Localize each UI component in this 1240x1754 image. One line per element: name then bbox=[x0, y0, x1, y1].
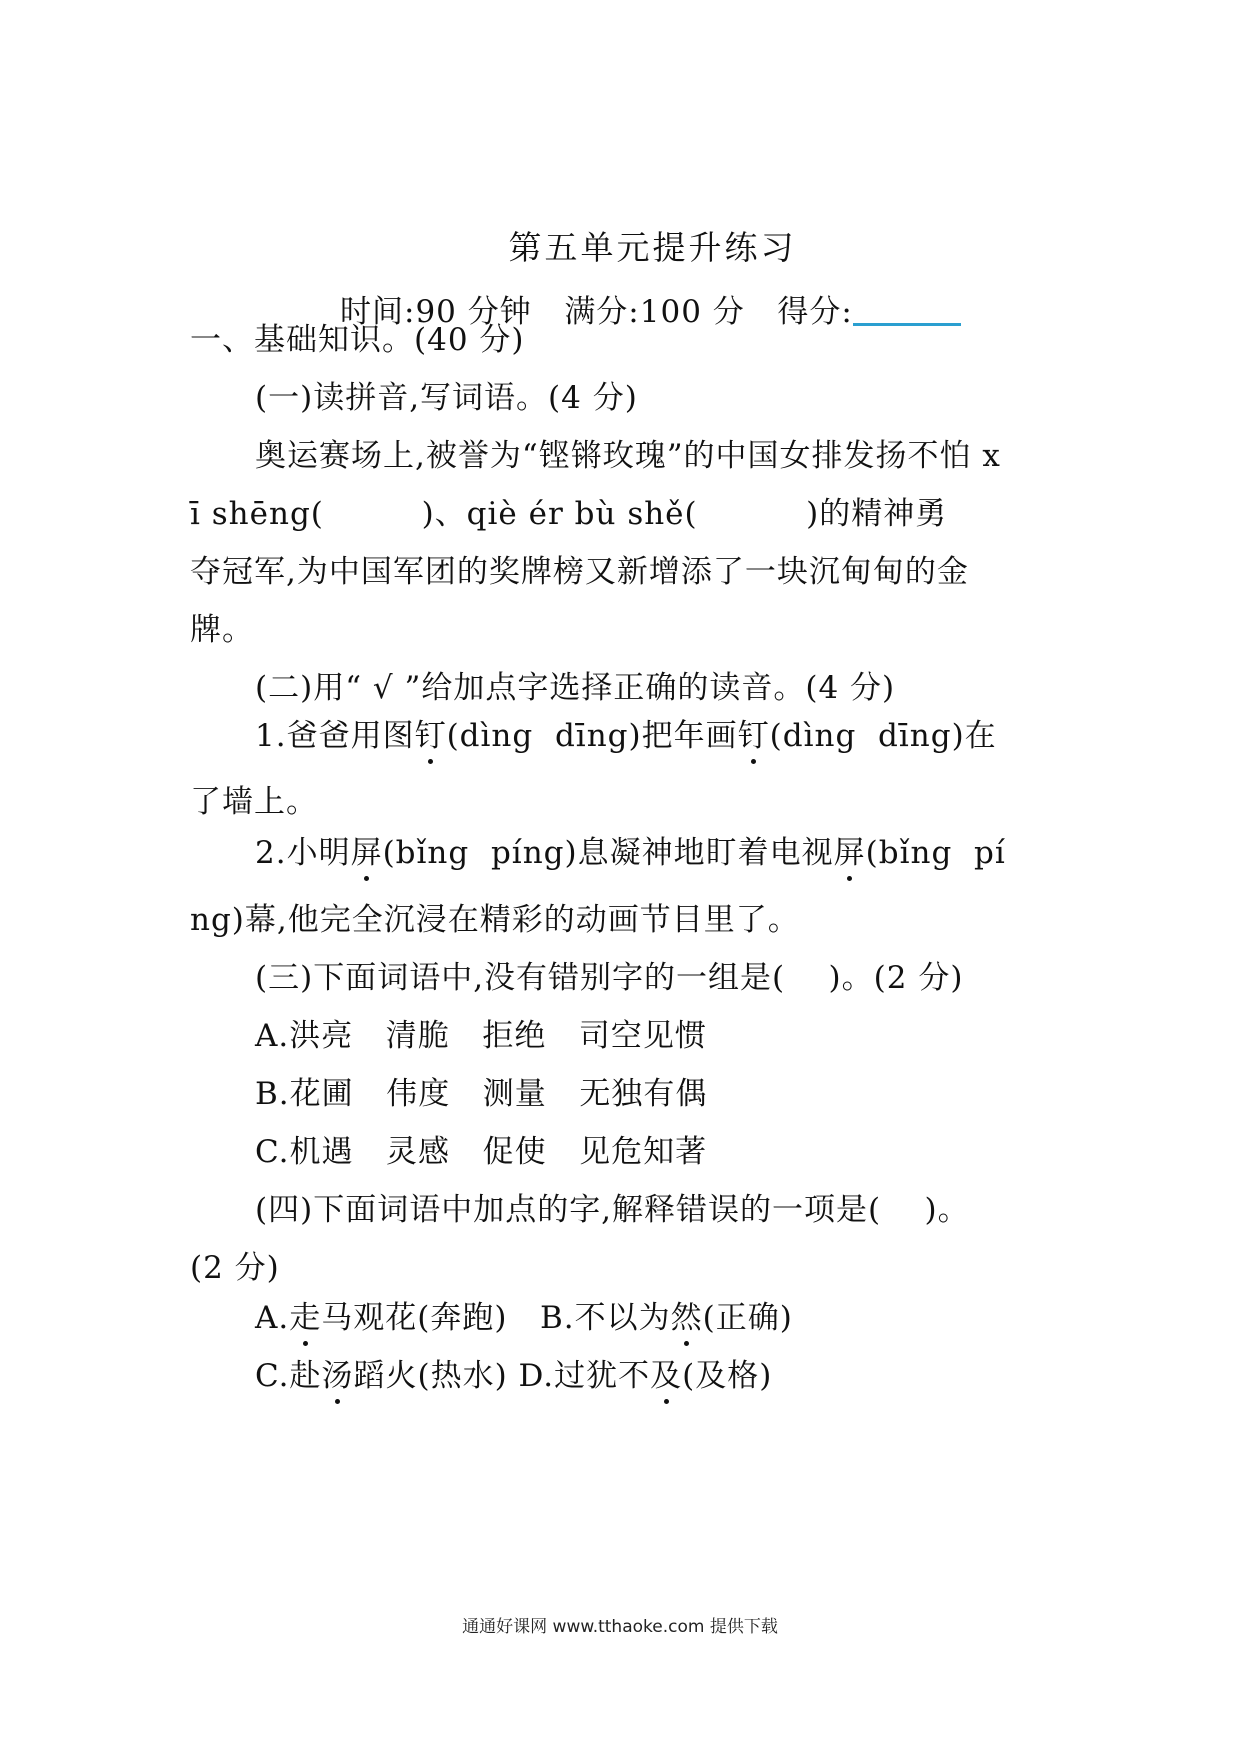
full-score: 满分:100 分 bbox=[564, 294, 745, 330]
page-title: 第五单元提升练习 bbox=[508, 228, 797, 267]
section-heading: 一、基础知识。(40 分) bbox=[190, 322, 525, 358]
question-text: ī shēng( )、qiè ér bù shě( )的精神勇 bbox=[190, 496, 948, 532]
sentence-text: 2.小明 bbox=[255, 835, 351, 871]
sentence-text: (bǐng píng)息凝神地盯着电视 bbox=[382, 835, 834, 871]
options-cd bbox=[255, 1356, 772, 1396]
question-sentence bbox=[255, 833, 1006, 873]
time-limit: 时间:90 分钟 bbox=[340, 294, 532, 330]
option-text: (及格) bbox=[682, 1358, 773, 1394]
question-text: ng)幕,他完全沉浸在精彩的动画节目里了。 bbox=[190, 902, 800, 938]
question-score: (2 分) bbox=[190, 1250, 280, 1286]
question-text: 夺冠军,为中国军团的奖牌榜又新增添了一块沉甸甸的金 bbox=[190, 554, 969, 590]
dotted-char: 汤 bbox=[321, 1358, 354, 1394]
question-text: 了墙上。 bbox=[190, 784, 318, 820]
question-heading: (四)下面词语中加点的字,解释错误的一项是( )。 bbox=[255, 1192, 970, 1228]
dotted-char: 及 bbox=[650, 1358, 683, 1394]
sentence-text: (dìng dīng)在 bbox=[769, 718, 997, 754]
option-text: 马观花(奔跑) B.不以为 bbox=[321, 1300, 671, 1336]
question-sentence bbox=[255, 716, 997, 756]
score-blank[interactable] bbox=[853, 293, 961, 326]
dotted-char: 钉 bbox=[737, 718, 770, 754]
question-text: 奥运赛场上,被誉为“铿锵玫瑰”的中国女排发扬不怕 x bbox=[255, 438, 1001, 474]
question-heading: (三)下面词语中,没有错别字的一组是( )。(2 分) bbox=[255, 960, 964, 996]
option-text: 蹈火(热水) D.过犹不 bbox=[353, 1358, 651, 1394]
dotted-char: 屏 bbox=[833, 835, 866, 871]
dotted-char: 屏 bbox=[350, 835, 383, 871]
option-text: (正确) bbox=[702, 1300, 793, 1336]
question-heading: (一)读拼音,写词语。(4 分) bbox=[255, 380, 638, 416]
question-heading: (二)用“ √ ”给加点字选择正确的读音。(4 分) bbox=[255, 670, 896, 706]
option-text: C.赴 bbox=[255, 1358, 322, 1394]
sentence-text: (bǐng pí bbox=[865, 835, 1006, 871]
option-c: C.机遇 灵感 促使 见危知著 bbox=[255, 1134, 708, 1170]
sentence-text: 1.爸爸用图 bbox=[255, 718, 415, 754]
option-text: A. bbox=[255, 1300, 290, 1336]
footer-credit: 通通好课网 www.tthaoke.com 提供下载 bbox=[462, 1617, 778, 1637]
dotted-char: 走 bbox=[289, 1300, 322, 1336]
question-text: 牌。 bbox=[190, 612, 254, 648]
option-a: A.洪亮 清脆 拒绝 司空见惯 bbox=[255, 1018, 707, 1054]
score-label: 得分: bbox=[777, 294, 853, 330]
dotted-char: 然 bbox=[670, 1300, 703, 1336]
option-b: B.花圃 伟度 测量 无独有偶 bbox=[255, 1076, 708, 1112]
options-ab bbox=[255, 1298, 793, 1338]
sentence-text: (dìng dīng)把年画 bbox=[446, 718, 738, 754]
dotted-char: 钉 bbox=[414, 718, 447, 754]
